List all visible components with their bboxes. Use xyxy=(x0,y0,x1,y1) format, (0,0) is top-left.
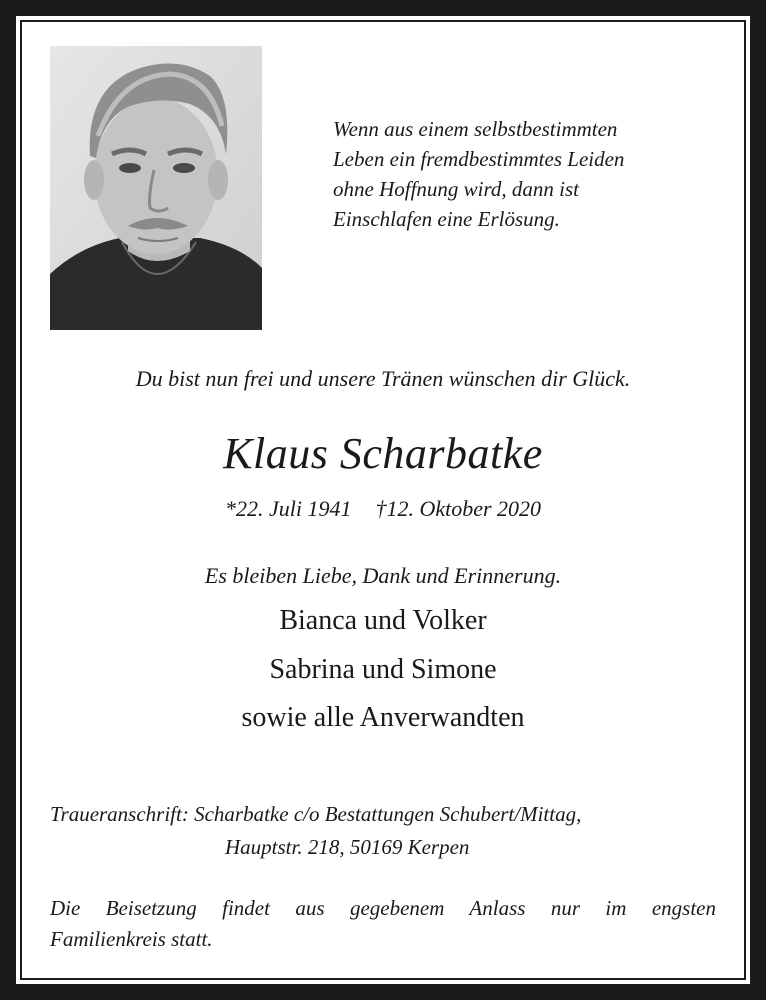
burial-notice xyxy=(50,893,716,955)
quote-block xyxy=(333,114,733,234)
birth-date: *22. Juli 1941 xyxy=(224,496,352,521)
mourner-line: Sabrina und Simone xyxy=(269,654,497,685)
mourning-address-line1: Traueranschrift: Scharbatke c/o Bestattungen Schubert/Mittag, xyxy=(50,802,582,826)
mourner-line: sowie alle Anverwandten xyxy=(241,702,525,733)
quote-line: ohne Hoffnung wird, dann ist xyxy=(333,177,579,201)
memory-line: Es bleiben Liebe, Dank und Erinnerung. xyxy=(204,563,562,588)
burial-notice-line2: Familienkreis statt. xyxy=(50,927,213,951)
life-dates xyxy=(20,496,746,522)
quote-line: Einschlafen eine Erlösung. xyxy=(333,207,560,231)
deceased-name: Klaus Scharbatke xyxy=(223,429,543,478)
portrait-photo xyxy=(50,46,262,330)
tagline: Du bist nun frei und unsere Tränen wünschen dir Glück. xyxy=(135,366,631,391)
burial-notice-line1: Die Beisetzung findet aus gegebenem Anlass nur im engsten xyxy=(50,896,716,920)
mourning-address-line2: Hauptstr. 218, 50169 Kerpen xyxy=(225,835,470,859)
quote-line: Leben ein fremdbestimmtes Leiden xyxy=(333,147,625,171)
quote-line: Wenn aus einem selbstbestimmten xyxy=(333,117,618,141)
mourner-line: Bianca und Volker xyxy=(279,605,487,636)
death-date: †12. Oktober 2020 xyxy=(375,496,542,521)
